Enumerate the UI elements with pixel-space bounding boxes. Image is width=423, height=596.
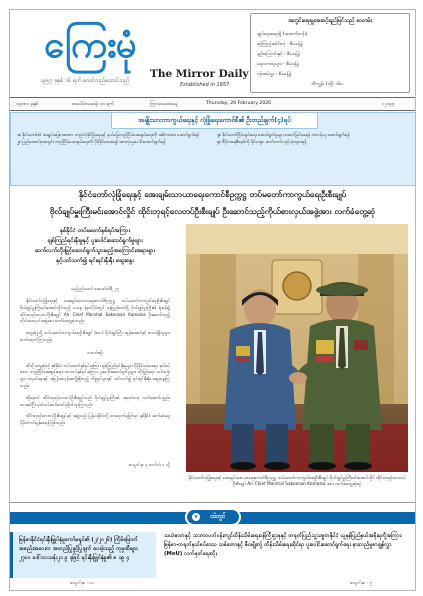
main-headline (10, 188, 415, 219)
subhead-line: နှင့်ပတ်သက်၍ ရင်းရင်းနှီးနှီး ဆွေးနွေး (56, 258, 134, 264)
article-body (20, 298, 170, 432)
issue-number: ၁၂၁၄၄ (382, 102, 395, 107)
article-paragraph: ထို့နောက် ထိုင်းဘုရင့်လေတပ်ဦးစီးချုပ်သည် ဗိုလ်ချုပ်မှူးကြီးထံ အမှတ်တရ လက်ဆောင်ပစ္စည်း ပေးအပ်ပြီး မှတ်တမ်းတင်ဓာတ်ပုံရိုက်ကူးကြသည်။ (20, 394, 170, 407)
objectives-banner (10, 112, 416, 186)
editorial-box (250, 13, 410, 93)
article-continued: စာမျက်နှာ ၃ ကော်လံ ၁ သို့ (128, 462, 170, 467)
headline-line-2: ဗိုလ်ချုပ်မှူးကြီးမင်းအောင်လှိုင် ထိုင်းဘုရင့်လေတပ်ဦးစီးချုပ် ဦးဆောင်သည့်ကိုယ်စားလှယ်အဖွဲ့အား လက်ခံတွေ့ဆုံ (49, 206, 376, 216)
subhead-line: ဆက်လက်တိုးမြှင့်ဆောင်ရွက်သွားမည့်အကြောင်းအရာများ (35, 248, 155, 254)
editorial-line: မျဉ်းကြောင်းနှင့် - စီမံခန့်ခွဲ (257, 52, 300, 57)
teaser-mou[interactable]: သယံဇာတနှင့် သဘာဝပတ်ဝန်းကျင်ထိန်းသိမ်းရေးဝန်ကြီးဌာနနှင့် တရုတ်ပြည်သူ့သမ္မတနိုင်ငံ ယူနန်ပြည်နယ်အစိုးရတို့အကြား မြန်မာ-တရုတ်နယ်စပ်ဒေသ သစ်တောနှင့် ဇီဝမျိုးကွဲ ထိန်းသိမ်းရေးဆိုင်ရာ ပူးပေါင်းဆောင်ရွက်ရေး နားလည်မှုစာချွန်လွှာ (MoU) လက်မှတ်ရေးထိုး (164, 533, 402, 557)
established-myanmar: ၁၉၅၇ ခုနှစ် ၁၆ ရက် စတင်တည်ထောင်သည် (40, 78, 130, 84)
article-section-label: သတင်းစဉ် (87, 349, 103, 355)
teaser-investment-text: မြန်မာနိုင်ငံရင်းနှီးမြှုပ်နှံမှုကော်မရှင်၏ (၂/၂၀၂၆) ကြိမ်မြောက် အစည်းအဝေးက အတည်ပြုခွင့်ပြုချက် ပေးခဲ့သည့် ကုမ္ပဏီများ ၂၇၀၀ ဒေါ်လာသန်း၂၁ ၉ ခုဖြင့် ရင်းနှီးမြှုပ်နှံမှု၏ ၈ ၁၉ ၄ (19, 537, 138, 561)
weekday-myanmar: ကြာသပတေးနေ့ (150, 102, 178, 107)
editorial-line: စဉ်ကြည့်ဒေါင်းလုံ - စီမံခန့်ခွဲ (257, 42, 303, 47)
lead-photo (186, 224, 408, 472)
teaser-investment[interactable] (10, 532, 156, 578)
banner-right-column (217, 132, 411, 146)
handshake-photo (186, 224, 408, 472)
article-subhead (20, 226, 170, 266)
editorial-box-title: အတွင်းရေးမှူးအဆင့်ရည်မြင်သည် စာတမ်း (288, 18, 372, 24)
teaser-investment-page[interactable]: စာမျက်နှာ - ၁၁ (70, 580, 94, 585)
banner-heading: အမျိုးသားကာကွယ်ရေးနှင့် လုံခြုံရေးကောင်စီ၏ ဦးတည်ချက်(၄)ရပ် (111, 112, 318, 129)
editorial-line: ရေးသားသူများ - စီမံခန့်ခွဲ (257, 62, 299, 67)
volume-number: ၁၄၈၈၁ ခုနှစ် (16, 102, 39, 107)
newspaper-logo: ကြေးမုံ (44, 22, 136, 66)
article-paragraph: ထိုင်းဘုရင့်လေတပ်ဦးစီးချုပ်နှင့် အဖွဲ့သည် မြန်မာနိုင်ငံသို့ လာရောက်ရခြင်းမှာ နှစ်နိုင်ငံ ဆက်ဆံရေး ပိုမိုကောင်းမွန်စေရန် ဖြစ်သည်။ (20, 413, 170, 426)
editorial-line: ဝန်ထမ်းမှူး - စီမံခန့်ခွဲ (257, 72, 292, 77)
english-masthead: The Mirror Daily (150, 68, 249, 80)
headline-line-1: နိုင်ငံတော်လုံခြုံရေးနှင့် အေးချမ်းသာယာရေးကောင်စီဥက္ကဋ္ဌ တပ်မတော်ကာကွယ်ရေးဦးစီးချုပ် (78, 189, 347, 199)
established-english: Established in 1957 (180, 82, 230, 88)
article-paragraph: နိုင်ငံတော်လုံခြုံရေးနှင့် အေးချမ်းသာယာရေးကောင်စီဥက္ကဋ္ဌ တပ်မတော်ကာကွယ်ရေးဦးစီးချုပ် ဗိုလ်ချုပ်မှူးကြီးမင်းအောင်လှိုင်သည် ယနေ့ နံနက်ပိုင်းတွင် နေပြည်တော်ရှိ ဗိုလ်ချုပ်မှူးကြီး၏ ရုံးခန်း၌ ထိုင်းဘုရင့်လေတပ်ဦးစီးချုပ် Air Chief Marshal Sakonsan Kamolsa ဦးဆောင်သည့် ကိုယ်စားလှယ်အဖွဲ့အား လက်ခံတွေ့ဆုံသည်။ (20, 298, 170, 324)
subhead-line: နှစ်နိုင်ငံ တပ်မတော်နှစ်ရပ်အကြား (60, 228, 130, 234)
banner-left-column (17, 132, 211, 146)
banner-item: ၂။ ပြည်ထောင်စုအတွင်း တည်ငြိမ်အေးချမ်းရေးကို ပိုမိုခိုင်မာစေရန် အားလုံးပူးပေါင်းဆောင်ရွက်ရန် (17, 140, 166, 145)
newspaper-page (9, 9, 416, 591)
editorial-line: ဘီကျွန်း (သို့) ၁၆၀ (311, 82, 343, 87)
masthead (10, 10, 415, 106)
star-icon: ★ (193, 514, 199, 520)
teaser-mou-page[interactable]: စာမျက်နှာ - ၅ (350, 580, 372, 585)
editorial-line: ချုပ်ရေးအရာရှိ (အထက်တန်း) (257, 32, 308, 37)
subhead-line: ချစ်ကြည်ရင်းနှီးမှုနှင့် ပူးပေါင်းဆောင်ရွက်မှုများ (47, 238, 143, 244)
dateline-bar (10, 97, 415, 111)
section-divider (10, 502, 415, 503)
article-paragraph: တွေ့ဆုံပွဲသို့ တပ်မတော်ကာကွယ်ရေးဦးစီးချုပ် (လေ) ဗိုလ်ချုပ်ကြီး ထွန်းအောင်နှင့် တာဝန်ရှိသူများ တက်ရောက်ကြသည်။ (20, 330, 170, 342)
banner-item: ၁။ နိုင်ငံတော်၏ အချုပ်အခြာအာဏာ တည်တံ့ခိုင်မြဲရေးနှင့် နယ်မြေတည်ငြိမ်အေးချမ်းရေးကို အဓိကထား ဆောင်ရွက်ရန် (17, 133, 200, 138)
article-paragraph: ထိုသို့ တွေ့ဆုံစဉ် နှစ်နိုင်ငံ တပ်မတော်နှစ်ရပ်အကြား ချစ်ကြည်ရင်းနှီးမှုများ ပိုမိုခိုင်မာစေရေး၊ နယ်စပ်ဒေသ တည်ငြိမ်အေးချမ်းရေး၊ လေတပ်နှစ်ရပ်အကြား ပူးပေါင်းဆောင်ရွက်မှုများ တိုးမြှင့်ရေး၊ သင်တန်းများ ဖလှယ်ရေးနှင့် အပြန်အလှန်အကျိုးရှိသည့် ကိစ္စရပ်များနှင့် ပတ်သက်၍ ရင်းရင်းနှီးနှီး ဆွေးနွေးကြသည်။ (20, 362, 170, 388)
banner-item: ၃။ နိုင်ငံတော်ငြိမ်းချမ်းရေး ဆောင်ရွက်မှုများ အောင်မြင်စေရန် တာဝန်ယူ ဆောင်ရွက်ရန် (217, 133, 350, 138)
lunar-date: တပေါင်းလဆန်း ၁၁ ရက် (72, 102, 114, 107)
article-byline: နေပြည်တော် ဖေဖော်ဝါရီ ၂၅ (71, 287, 119, 292)
photo-caption: နိုင်ငံတော်လုံခြုံရေးနှင့် အေးချမ်းသာယာရေးကောင်စီဥက္ကဋ္ဌ တပ်မတော်ကာကွယ်ရေးဦးစီးချုပ် ဗိုလ်ချုပ်မှူးကြီးမင်းအောင်လှိုင် ထိုင်းဘုရင့်လေတပ်ဦးစီးချုပ် Air Chief Marshal Sakonsan Kamolsa အား လက်ခံတွေ့ဆုံစဉ် (188, 476, 406, 488)
english-date: Thursday, 26 February 2026 (206, 101, 272, 106)
banner-item: ၄။ ဒီမိုကရေစီစနစ်ကို ခိုင်မာစွာ ဆက်လက်ကျင့်သုံးသွားရန် (217, 140, 307, 145)
inside-section-label: ★ ထဲတွင် (185, 508, 241, 526)
